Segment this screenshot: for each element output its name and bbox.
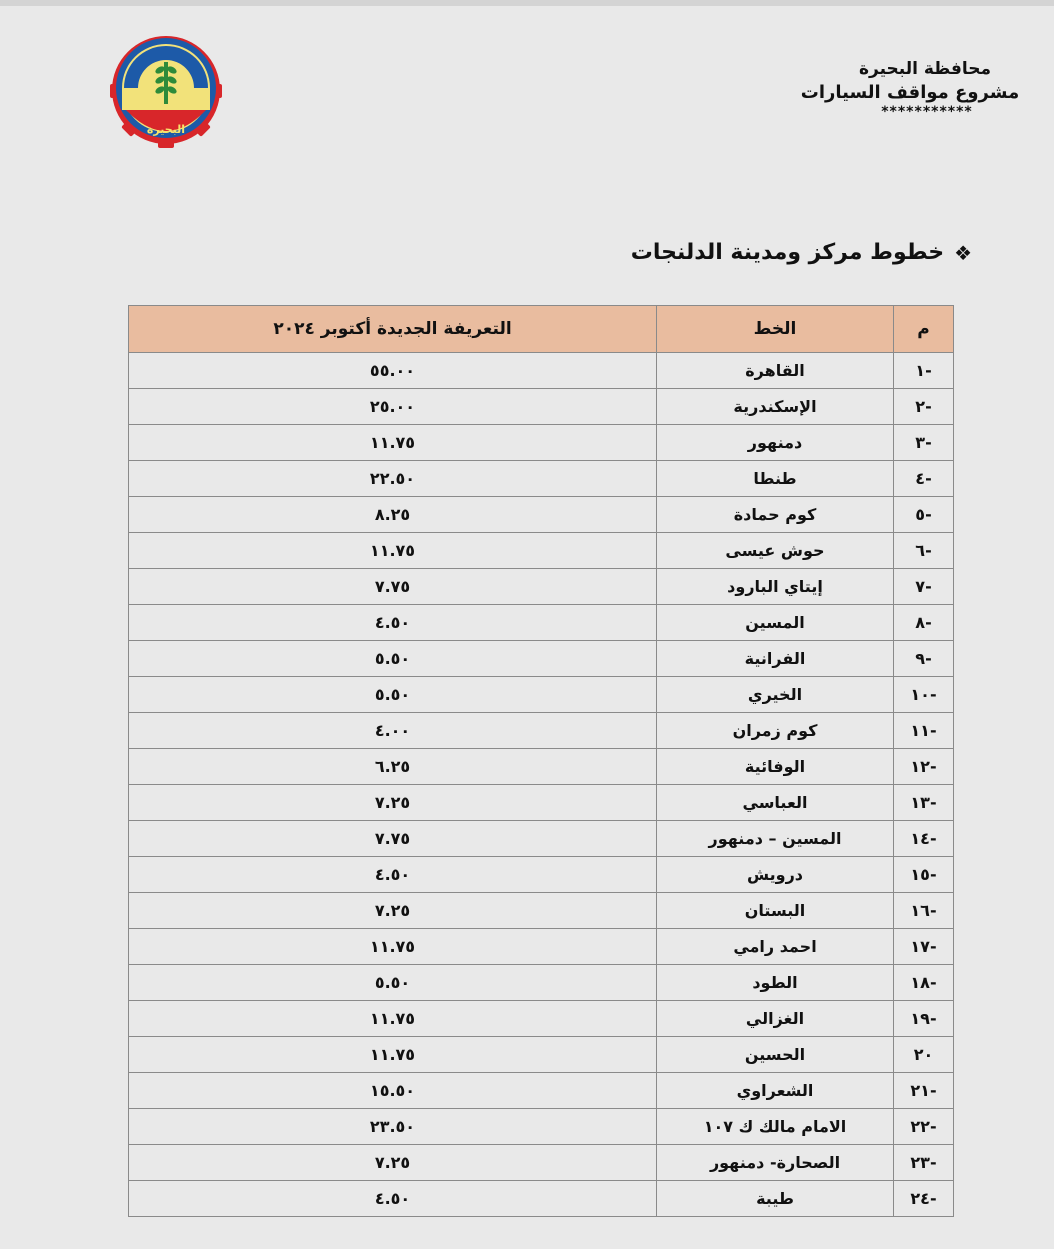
table-row <box>129 1001 954 1037</box>
top-edge <box>0 0 1054 6</box>
row-fare: ٦.٢٥ <box>129 749 657 785</box>
row-fare: ١١.٧٥ <box>129 533 657 569</box>
row-number: -٣ <box>894 425 954 461</box>
row-fare: ١١.٧٥ <box>129 1037 657 1073</box>
row-fare: ٧.٢٥ <box>129 1145 657 1181</box>
row-number: -٢٢ <box>894 1109 954 1145</box>
row-line-name: كوم زمران <box>657 713 894 749</box>
row-fare: ٤.٥٠ <box>129 857 657 893</box>
row-fare: ٧.٧٥ <box>129 821 657 857</box>
row-fare: ٥.٥٠ <box>129 641 657 677</box>
table-row <box>129 677 954 713</box>
row-number: -١٩ <box>894 1001 954 1037</box>
row-number: -٨ <box>894 605 954 641</box>
row-fare: ٤.٠٠ <box>129 713 657 749</box>
row-number: -٧ <box>894 569 954 605</box>
row-line-name: درويش <box>657 857 894 893</box>
table-row <box>129 641 954 677</box>
table-header-row <box>129 306 954 353</box>
logo-text: البحيرة <box>146 123 186 136</box>
row-line-name: القاهرة <box>657 353 894 389</box>
row-fare: ٢٣.٥٠ <box>129 1109 657 1145</box>
table-row <box>129 1109 954 1145</box>
table-row <box>129 857 954 893</box>
row-line-name: الغزالي <box>657 1001 894 1037</box>
row-number: -٥ <box>894 497 954 533</box>
row-number: -٤ <box>894 461 954 497</box>
table-row <box>129 749 954 785</box>
project-name: مشروع مواقف السيارات <box>800 82 1020 103</box>
row-line-name: الإسكندرية <box>657 389 894 425</box>
row-number: -١٦ <box>894 893 954 929</box>
table-row <box>129 1181 954 1217</box>
row-number: -١٠ <box>894 677 954 713</box>
row-line-name: الفرانية <box>657 641 894 677</box>
row-number: -٢ <box>894 389 954 425</box>
row-fare: ٧.٧٥ <box>129 569 657 605</box>
row-line-name: كوم حمادة <box>657 497 894 533</box>
row-line-name: المسين <box>657 605 894 641</box>
table-row <box>129 893 954 929</box>
header-num: م <box>894 306 954 353</box>
row-line-name: الامام مالك ك ١٠٧ <box>657 1109 894 1145</box>
row-line-name: الشعراوي <box>657 1073 894 1109</box>
row-number: -١٨ <box>894 965 954 1001</box>
table-row <box>129 605 954 641</box>
table-row <box>129 965 954 1001</box>
table-row <box>129 1037 954 1073</box>
row-number: -١٧ <box>894 929 954 965</box>
row-number: -٢٤ <box>894 1181 954 1217</box>
table-row <box>129 461 954 497</box>
row-line-name: الحسين <box>657 1037 894 1073</box>
row-fare: ٧.٢٥ <box>129 785 657 821</box>
row-fare: ٨.٢٥ <box>129 497 657 533</box>
row-number: -٢٣ <box>894 1145 954 1181</box>
row-line-name: دمنهور <box>657 425 894 461</box>
row-line-name: الخيري <box>657 677 894 713</box>
header-fare: التعريفة الجديدة أكتوبر ٢٠٢٤ <box>129 306 657 353</box>
row-number: -١٤ <box>894 821 954 857</box>
row-fare: ٥.٥٠ <box>129 677 657 713</box>
section-title-text: خطوط مركز ومدينة الدلنجات <box>630 240 945 265</box>
row-number: -٢١ <box>894 1073 954 1109</box>
row-number: -٦ <box>894 533 954 569</box>
row-number: ٢٠ <box>894 1037 954 1073</box>
row-fare: ٤.٥٠ <box>129 1181 657 1217</box>
row-fare: ٥٥.٠٠ <box>129 353 657 389</box>
row-number: -١١ <box>894 713 954 749</box>
row-number: -١٣ <box>894 785 954 821</box>
table-row <box>129 533 954 569</box>
row-line-name: العباسي <box>657 785 894 821</box>
row-number: -١ <box>894 353 954 389</box>
beheira-governorate-logo <box>106 32 226 152</box>
row-line-name: إيتاي البارود <box>657 569 894 605</box>
row-fare: ٢٢.٥٠ <box>129 461 657 497</box>
table-row <box>129 569 954 605</box>
row-number: -١٢ <box>894 749 954 785</box>
row-line-name: حوش عيسى <box>657 533 894 569</box>
table-row <box>129 785 954 821</box>
row-line-name: المسين – دمنهور <box>657 821 894 857</box>
table-row <box>129 1145 954 1181</box>
table-row <box>129 353 954 389</box>
table-row <box>129 425 954 461</box>
row-number: -٩ <box>894 641 954 677</box>
row-fare: ٢٥.٠٠ <box>129 389 657 425</box>
table-row <box>129 497 954 533</box>
table-row <box>129 929 954 965</box>
table-row <box>129 389 954 425</box>
row-line-name: الصحارة- دمنهور <box>657 1145 894 1181</box>
row-fare: ١١.٧٥ <box>129 425 657 461</box>
governorate-name: محافظة البحيرة <box>858 59 992 79</box>
row-line-name: طيبة <box>657 1181 894 1217</box>
row-line-name: احمد رامي <box>657 929 894 965</box>
header-stars: *********** <box>881 104 973 120</box>
row-number: -١٥ <box>894 857 954 893</box>
document-header <box>800 58 1020 118</box>
section-title <box>631 240 972 265</box>
table-row <box>129 1073 954 1109</box>
row-fare: ١١.٧٥ <box>129 929 657 965</box>
row-line-name: الطود <box>657 965 894 1001</box>
row-line-name: الوفائية <box>657 749 894 785</box>
row-fare: ٥.٥٠ <box>129 965 657 1001</box>
table-row <box>129 713 954 749</box>
row-line-name: طنطا <box>657 461 894 497</box>
row-fare: ٤.٥٠ <box>129 605 657 641</box>
header-line: الخط <box>657 306 894 353</box>
row-fare: ١٥.٥٠ <box>129 1073 657 1109</box>
row-line-name: البستان <box>657 893 894 929</box>
row-fare: ١١.٧٥ <box>129 1001 657 1037</box>
diamond-bullet-icon: ❖ <box>954 240 972 265</box>
row-fare: ٧.٢٥ <box>129 893 657 929</box>
fares-table <box>128 305 954 1217</box>
table-row <box>129 821 954 857</box>
